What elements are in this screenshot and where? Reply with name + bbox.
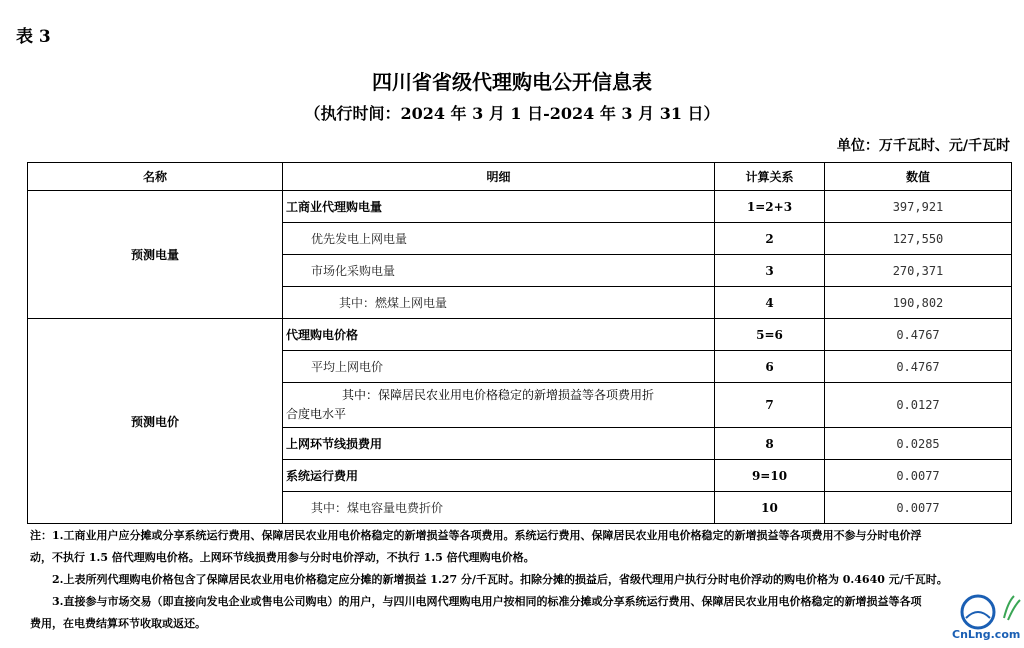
detail-cell: 系统运行费用 (283, 460, 715, 492)
header-detail: 明细 (283, 163, 715, 191)
group-name-quantity: 预测电量 (28, 191, 283, 319)
value-cell: 270,371 (825, 255, 1012, 287)
detail-line-1: 其中：保障居民农业用电价格稳定的新增损益等各项费用折 (342, 388, 655, 402)
execution-period: （执行时间：2024 年 3 月 1 日-2024 年 3 月 31 日） (304, 104, 720, 123)
detail-cell: 上网环节线损费用 (283, 428, 715, 460)
detail-line-2: 合度电水平 (286, 407, 347, 421)
calc-cell: 4 (715, 287, 825, 319)
calc-cell: 7 (715, 383, 825, 428)
calc-cell: 1=2+3 (715, 191, 825, 223)
detail-cell: 其中：燃煤上网电量 (283, 287, 715, 319)
detail-cell: 市场化采购电量 (283, 255, 715, 287)
calc-cell: 10 (715, 492, 825, 524)
calc-cell: 6 (715, 351, 825, 383)
calc-cell: 2 (715, 223, 825, 255)
watermark-logo (944, 588, 1024, 644)
table-label: 表 3 (16, 27, 51, 47)
calc-cell: 5=6 (715, 319, 825, 351)
detail-cell (283, 383, 715, 428)
header-row (28, 163, 1012, 191)
value-cell: 0.0127 (825, 383, 1012, 428)
note-3-line-2: 费用，在电费结算环节收取或返还。 (30, 617, 206, 630)
note-3-line-1: 3.直接参与市场交易（即直接向发电企业或售电公司购电）的用户，与四川电网代理购电用户按相同的标准分摊或分享系统运行费用、保障居民农业用电价格稳定的新增损益等各项 (52, 595, 922, 608)
unit-label: 单位：万千瓦时、元/千瓦时 (836, 138, 1010, 154)
detail-cell: 其中：煤电容量电费折价 (283, 492, 715, 524)
detail-cell: 平均上网电价 (283, 351, 715, 383)
calc-cell: 9=10 (715, 460, 825, 492)
detail-cell: 工商业代理购电量 (283, 191, 715, 223)
detail-cell: 代理购电价格 (283, 319, 715, 351)
page-title: 四川省省级代理购电公开信息表 (372, 70, 652, 94)
watermark-logo-icon (944, 588, 1024, 644)
table-row (28, 191, 1012, 223)
table-row (28, 319, 1012, 351)
note-1-line-2: 动，不执行 1.5 倍代理购电价格。上网环节线损费用参与分时电价浮动，不执行 1.5 倍代理购电价格。 (30, 551, 535, 564)
value-cell: 0.4767 (825, 351, 1012, 383)
value-cell: 0.0077 (825, 460, 1012, 492)
header-value: 数值 (825, 163, 1012, 191)
header-calc: 计算关系 (715, 163, 825, 191)
value-cell: 0.0285 (825, 428, 1012, 460)
info-table (27, 162, 1012, 524)
notes (30, 525, 1015, 635)
value-cell: 397,921 (825, 191, 1012, 223)
header-name: 名称 (28, 163, 283, 191)
calc-cell: 3 (715, 255, 825, 287)
note-1-line-1: 注：1.工商业用户应分摊或分享系统运行费用、保障居民农业用电价格稳定的新增损益等各项费用。系统运行费用、保障居民农业用电价格稳定的新增损益等各项费用不参与分时电价浮 (30, 529, 922, 542)
watermark-text: CnLng.com (952, 628, 1021, 641)
value-cell: 190,802 (825, 287, 1012, 319)
detail-cell: 优先发电上网电量 (283, 223, 715, 255)
note-2: 2.上表所列代理购电价格包含了保障居民农业用电价格稳定应分摊的新增损益 1.27 分/千瓦时。扣除分摊的损益后，省级代理用户执行分时电价浮动的购电价格为 0.4640 元/千瓦时。 (52, 573, 948, 586)
value-cell: 0.4767 (825, 319, 1012, 351)
value-cell: 0.0077 (825, 492, 1012, 524)
value-cell: 127,550 (825, 223, 1012, 255)
group-name-price: 预测电价 (28, 319, 283, 524)
calc-cell: 8 (715, 428, 825, 460)
